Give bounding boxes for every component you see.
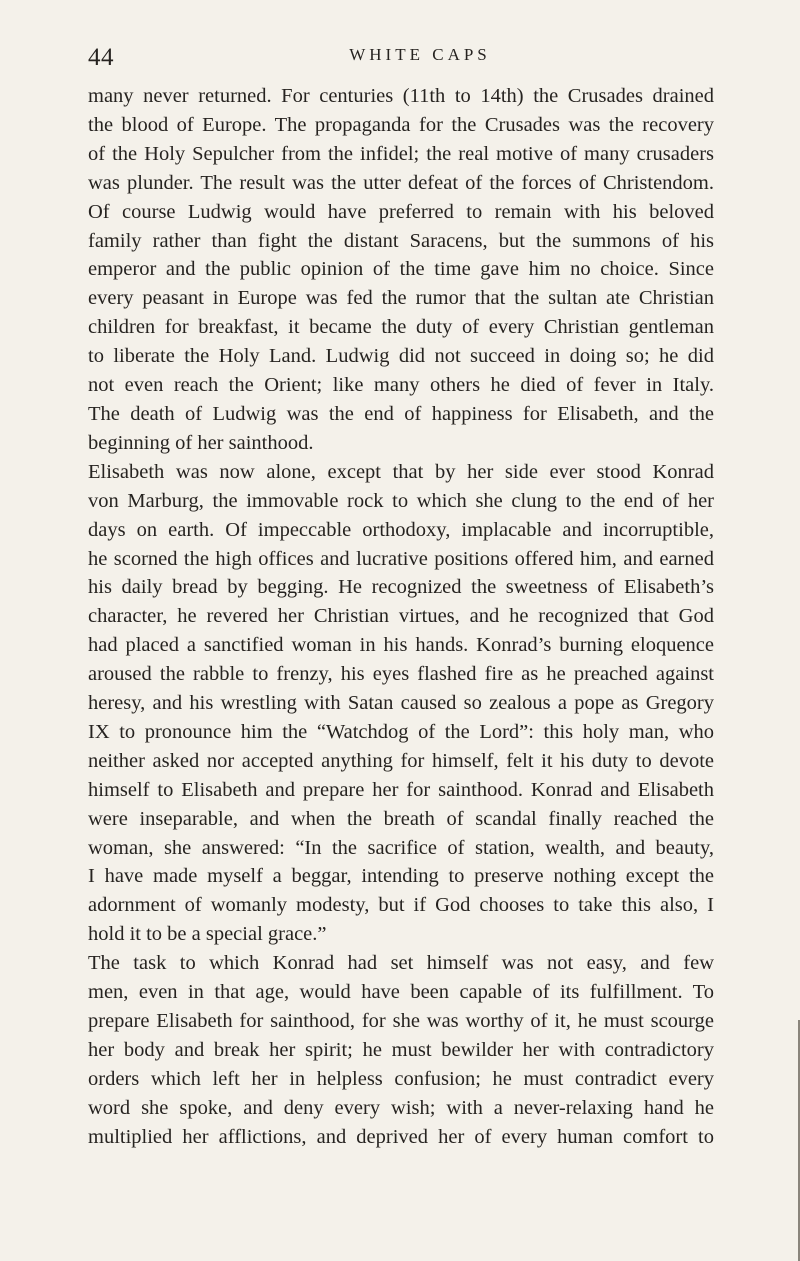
text-line: von Marburg, the immovable rock to which she clung to the end of her bbox=[88, 489, 714, 512]
text-line: heresy, and his wrestling with Satan caused so zealous a pope as Gregory bbox=[88, 692, 714, 715]
text-line: character, he revered her Christian virtues, and he recognized that God bbox=[88, 605, 714, 628]
text-line: men, even in that age, would have been capable of its fulfillment. To bbox=[88, 981, 714, 1004]
running-head: WHITE CAPS bbox=[349, 45, 491, 64]
text-line: was plunder. The result was the utter defeat of the forces of Christendom. bbox=[88, 171, 714, 194]
text-line: himself to Elisabeth and prepare her for sainthood. Konrad and Elisabeth bbox=[88, 778, 714, 801]
text-line: neither asked nor accepted anything for himself, felt it his duty to devote bbox=[88, 749, 714, 772]
text-line: her body and break her spirit; he must bewilder her with contradictory bbox=[88, 1038, 714, 1061]
text-line: days on earth. Of impeccable orthodoxy, implacable and incorruptible, bbox=[88, 518, 714, 541]
text-line: family rather than fight the distant Saracens, but the summons of his bbox=[88, 229, 714, 252]
text-line: The task to which Konrad had set himself was not easy, and few bbox=[88, 952, 714, 975]
text-line: adornment of womanly modesty, but if God chooses to take this also, I bbox=[88, 894, 714, 917]
text-line: The death of Ludwig was the end of happiness for Elisabeth, and the bbox=[88, 402, 714, 425]
text-line: to liberate the Holy Land. Ludwig did not succeed in doing so; he did bbox=[88, 345, 714, 368]
text-line: emperor and the public opinion of the time gave him no choice. Since bbox=[88, 258, 714, 281]
text-line: prepare Elisabeth for sainthood, for she was worthy of it, he must scourge bbox=[88, 1010, 714, 1032]
text-line: the blood of Europe. The propaganda for the Crusades was the recovery bbox=[88, 113, 714, 136]
text-line: every peasant in Europe was fed the rumor that the sultan ate Christian bbox=[88, 287, 714, 310]
text-line: not even reach the Orient; like many others he died of fever in Italy. bbox=[88, 374, 714, 397]
text-line: his daily bread by begging. He recognized the sweetness of Elisabeth’s bbox=[88, 576, 714, 599]
text-line: many never returned. For centuries (11th to 14th) the Crusades drained bbox=[88, 85, 714, 107]
text-line: were inseparable, and when the breath of scandal finally reached the bbox=[88, 807, 714, 830]
text-line: Elisabeth was now alone, except that by her side ever stood Konrad bbox=[88, 460, 714, 483]
text-line: had placed a sanctified woman in his hands. Konrad’s burning eloquence bbox=[88, 634, 714, 657]
text-line: word she spoke, and deny every wish; with a never-relaxing hand he bbox=[88, 1096, 714, 1119]
text-line: he scorned the high offices and lucrative positions offered him, and earned bbox=[88, 547, 714, 570]
text-line: of the Holy Sepulcher from the infidel; the real motive of many crusaders bbox=[88, 142, 714, 165]
page-number: 44 bbox=[88, 44, 114, 71]
text-line: hold it to be a special grace.” bbox=[88, 923, 327, 946]
text-line: I have made myself a beggar, intending to preserve nothing except the bbox=[88, 865, 714, 888]
text-line: orders which left her in helpless confusion; he must contradict every bbox=[88, 1067, 714, 1090]
text-line: children for breakfast, it became the duty of every Christian gentleman bbox=[88, 316, 714, 339]
text-line: Of course Ludwig would have preferred to remain with his beloved bbox=[88, 200, 714, 223]
body-text bbox=[88, 82, 714, 1152]
text-line: beginning of her sainthood. bbox=[88, 431, 314, 454]
text-line: multiplied her afflictions, and deprived her of every human comfort to bbox=[88, 1125, 714, 1148]
text-line: woman, she answered: “In the sacrifice of station, wealth, and beauty, bbox=[88, 836, 714, 859]
text-line: IX to pronounce him the “Watchdog of the Lord”: this holy man, who bbox=[88, 720, 714, 743]
text-line: aroused the rabble to frenzy, his eyes flashed fire as he preached against bbox=[88, 663, 714, 686]
